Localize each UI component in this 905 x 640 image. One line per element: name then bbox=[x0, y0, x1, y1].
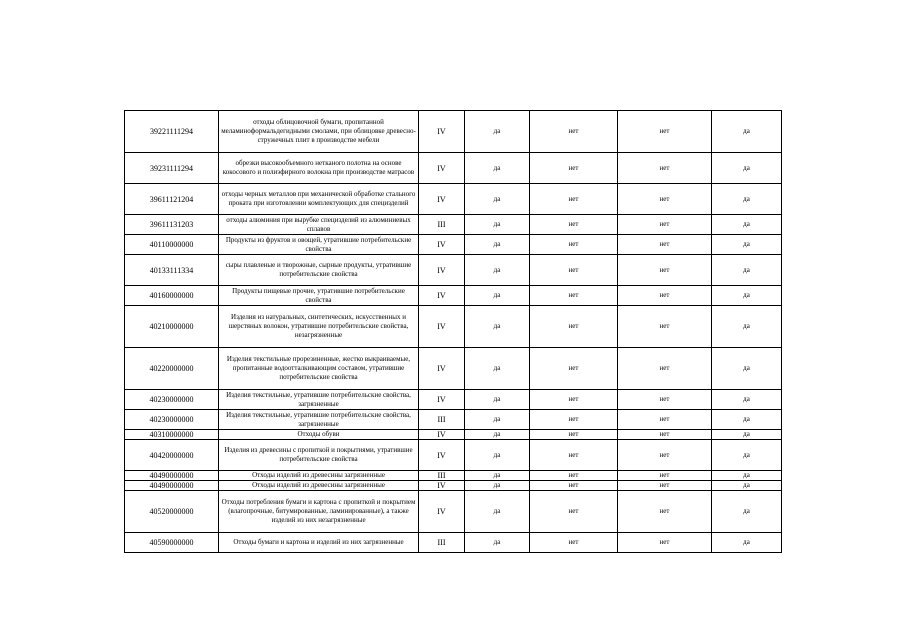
hazard-class-cell: IV bbox=[419, 153, 465, 184]
waste-code-cell: 40310000000 bbox=[125, 430, 219, 440]
hazard-class-cell: IV bbox=[419, 286, 465, 306]
flag-col4-cell: да bbox=[712, 306, 782, 348]
flag-col2-cell: нет bbox=[530, 481, 618, 491]
table-row bbox=[125, 111, 782, 153]
waste-code-cell: 40420000000 bbox=[125, 440, 219, 471]
flag-col1-cell: да bbox=[465, 306, 530, 348]
flag-col3-cell: нет bbox=[618, 215, 712, 235]
table-row bbox=[125, 471, 782, 481]
flag-col4-cell: да bbox=[712, 410, 782, 430]
flag-col3-cell: нет bbox=[618, 235, 712, 255]
hazard-class-cell: IV bbox=[419, 491, 465, 533]
table-row bbox=[125, 481, 782, 491]
flag-col2-cell: нет bbox=[530, 430, 618, 440]
table-row bbox=[125, 430, 782, 440]
flag-col2-cell: нет bbox=[530, 390, 618, 410]
flag-col2-cell: нет bbox=[530, 471, 618, 481]
flag-col1-cell: да bbox=[465, 390, 530, 410]
waste-code-cell: 40210000000 bbox=[125, 306, 219, 348]
flag-col4-cell: да bbox=[712, 215, 782, 235]
waste-name-cell: Отходы обуви bbox=[219, 430, 419, 440]
flag-col3-cell: нет bbox=[618, 390, 712, 410]
flag-col4-cell: да bbox=[712, 286, 782, 306]
flag-col4-cell: да bbox=[712, 390, 782, 410]
waste-name-cell: Изделия из натуральных, синтетических, искусственных и шерстяных волокон, утратившие потребительские свойства, незагрязненные bbox=[219, 306, 419, 348]
hazard-class-cell: III bbox=[419, 215, 465, 235]
flag-col3-cell: нет bbox=[618, 306, 712, 348]
flag-col3-cell: нет bbox=[618, 533, 712, 553]
flag-col1-cell: да bbox=[465, 410, 530, 430]
waste-code-cell: 40220000000 bbox=[125, 348, 219, 390]
flag-col4-cell: да bbox=[712, 153, 782, 184]
waste-name-cell: отходы облицовочной бумаги, пропитанной меламиноформальдегидными смолами, при облицовке древесно-стружечных плит в производстве мебели bbox=[219, 111, 419, 153]
hazard-class-cell: IV bbox=[419, 390, 465, 410]
flag-col1-cell: да bbox=[465, 533, 530, 553]
flag-col4-cell: да bbox=[712, 111, 782, 153]
flag-col3-cell: нет bbox=[618, 153, 712, 184]
hazard-class-cell: III bbox=[419, 533, 465, 553]
flag-col4-cell: да bbox=[712, 184, 782, 215]
waste-name-cell: Продукты из фруктов и овощей, утратившие потребительские свойства bbox=[219, 235, 419, 255]
flag-col1-cell: да bbox=[465, 235, 530, 255]
flag-col1-cell: да bbox=[465, 215, 530, 235]
flag-col2-cell: нет bbox=[530, 153, 618, 184]
hazard-class-cell: IV bbox=[419, 440, 465, 471]
flag-col1-cell: да bbox=[465, 286, 530, 306]
waste-table bbox=[124, 110, 782, 553]
waste-name-cell: Отходы бумаги и картона и изделий из них загрязненные bbox=[219, 533, 419, 553]
flag-col1-cell: да bbox=[465, 184, 530, 215]
flag-col2-cell: нет bbox=[530, 410, 618, 430]
waste-name-cell: Изделия текстильные, утратившие потребительские свойства, загрязненные bbox=[219, 390, 419, 410]
flag-col3-cell: нет bbox=[618, 348, 712, 390]
waste-name-cell: Изделия текстильные прорезиненные, жестко выкраиваемые, пропитанные водоотталкивающим составом, утратившие потребительские свойства bbox=[219, 348, 419, 390]
waste-code-cell: 40490000000 bbox=[125, 471, 219, 481]
waste-name-cell: Отходы изделий из древесины загрязненные bbox=[219, 481, 419, 491]
flag-col3-cell: нет bbox=[618, 471, 712, 481]
flag-col4-cell: да bbox=[712, 348, 782, 390]
flag-col1-cell: да bbox=[465, 471, 530, 481]
waste-name-cell: Отходы потребления бумаги и картона с пропиткой и покрытием (влагопрочные, битумированные, ламинированные), а также изделий из них незагрязненные bbox=[219, 491, 419, 533]
flag-col3-cell: нет bbox=[618, 286, 712, 306]
flag-col2-cell: нет bbox=[530, 215, 618, 235]
table-row bbox=[125, 215, 782, 235]
table-row bbox=[125, 440, 782, 471]
waste-name-cell: Отходы изделий из древесины загрязненные bbox=[219, 471, 419, 481]
flag-col1-cell: да bbox=[465, 440, 530, 471]
flag-col1-cell: да bbox=[465, 348, 530, 390]
flag-col3-cell: нет bbox=[618, 410, 712, 430]
flag-col4-cell: да bbox=[712, 491, 782, 533]
table-row bbox=[125, 390, 782, 410]
waste-code-cell: 40230000000 bbox=[125, 410, 219, 430]
hazard-class-cell: III bbox=[419, 471, 465, 481]
flag-col3-cell: нет bbox=[618, 111, 712, 153]
flag-col2-cell: нет bbox=[530, 533, 618, 553]
waste-code-cell: 39231111294 bbox=[125, 153, 219, 184]
waste-name-cell: отходы алюминия при вырубке специзделий из алюминиевых сплавов bbox=[219, 215, 419, 235]
waste-code-cell: 39611121204 bbox=[125, 184, 219, 215]
flag-col2-cell: нет bbox=[530, 184, 618, 215]
waste-name-cell: Изделия текстильные, утратившие потребительские свойства, загрязненные bbox=[219, 410, 419, 430]
hazard-class-cell: IV bbox=[419, 184, 465, 215]
flag-col4-cell: да bbox=[712, 235, 782, 255]
flag-col1-cell: да bbox=[465, 430, 530, 440]
hazard-class-cell: IV bbox=[419, 306, 465, 348]
flag-col2-cell: нет bbox=[530, 440, 618, 471]
flag-col4-cell: да bbox=[712, 255, 782, 286]
waste-name-cell: сыры плавленые и творожные, сырные продукты, утратившие потребительские свойства bbox=[219, 255, 419, 286]
table-row bbox=[125, 235, 782, 255]
flag-col2-cell: нет bbox=[530, 255, 618, 286]
table-row bbox=[125, 491, 782, 533]
flag-col2-cell: нет bbox=[530, 111, 618, 153]
hazard-class-cell: IV bbox=[419, 348, 465, 390]
table-row bbox=[125, 306, 782, 348]
waste-name-cell: Продукты пищевые прочие, утратившие потребительские свойства bbox=[219, 286, 419, 306]
flag-col2-cell: нет bbox=[530, 348, 618, 390]
table-row bbox=[125, 153, 782, 184]
flag-col3-cell: нет bbox=[618, 430, 712, 440]
flag-col1-cell: да bbox=[465, 255, 530, 286]
flag-col4-cell: да bbox=[712, 430, 782, 440]
flag-col4-cell: да bbox=[712, 533, 782, 553]
waste-code-cell: 40520000000 bbox=[125, 491, 219, 533]
waste-code-cell: 40110000000 bbox=[125, 235, 219, 255]
table-row bbox=[125, 184, 782, 215]
waste-code-cell: 39611131203 bbox=[125, 215, 219, 235]
flag-col1-cell: да bbox=[465, 491, 530, 533]
hazard-class-cell: IV bbox=[419, 111, 465, 153]
hazard-class-cell: III bbox=[419, 410, 465, 430]
table-row bbox=[125, 410, 782, 430]
flag-col3-cell: нет bbox=[618, 184, 712, 215]
waste-table-body bbox=[125, 111, 782, 553]
flag-col4-cell: да bbox=[712, 481, 782, 491]
waste-name-cell: обрезки высокообъемного нетканого полотна на основе кокосового и полиэфирного волокна при производстве матрасов bbox=[219, 153, 419, 184]
flag-col3-cell: нет bbox=[618, 481, 712, 491]
flag-col3-cell: нет bbox=[618, 255, 712, 286]
flag-col2-cell: нет bbox=[530, 286, 618, 306]
table-row bbox=[125, 286, 782, 306]
flag-col3-cell: нет bbox=[618, 440, 712, 471]
table-row bbox=[125, 533, 782, 553]
hazard-class-cell: IV bbox=[419, 430, 465, 440]
table-row bbox=[125, 255, 782, 286]
waste-name-cell: Изделия из древесины с пропиткой и покрытиями, утратившие потребительские свойства bbox=[219, 440, 419, 471]
waste-code-cell: 40160000000 bbox=[125, 286, 219, 306]
waste-code-cell: 39221111294 bbox=[125, 111, 219, 153]
flag-col1-cell: да bbox=[465, 153, 530, 184]
flag-col4-cell: да bbox=[712, 471, 782, 481]
waste-code-cell: 40230000000 bbox=[125, 390, 219, 410]
flag-col2-cell: нет bbox=[530, 491, 618, 533]
waste-code-cell: 40133111334 bbox=[125, 255, 219, 286]
hazard-class-cell: IV bbox=[419, 235, 465, 255]
waste-code-cell: 40490000000 bbox=[125, 481, 219, 491]
flag-col1-cell: да bbox=[465, 111, 530, 153]
waste-name-cell: отходы черных металлов при механической обработке стального проката при изготовлении комплектующих для специзделий bbox=[219, 184, 419, 215]
hazard-class-cell: IV bbox=[419, 255, 465, 286]
flag-col4-cell: да bbox=[712, 440, 782, 471]
flag-col1-cell: да bbox=[465, 481, 530, 491]
table-row bbox=[125, 348, 782, 390]
waste-code-cell: 40590000000 bbox=[125, 533, 219, 553]
flag-col3-cell: нет bbox=[618, 491, 712, 533]
hazard-class-cell: IV bbox=[419, 481, 465, 491]
flag-col2-cell: нет bbox=[530, 306, 618, 348]
flag-col2-cell: нет bbox=[530, 235, 618, 255]
